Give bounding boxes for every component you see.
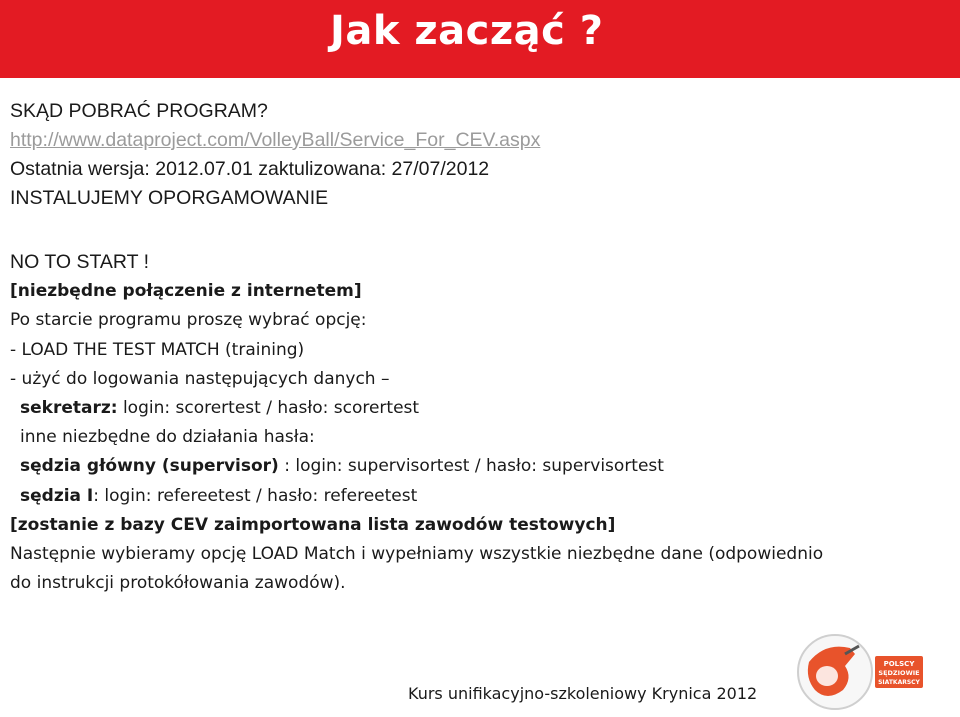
referees-logo — [795, 632, 927, 712]
download-link[interactable]: http://www.dataproject.com/VolleyBall/Service_For_CEV.aspx — [10, 129, 541, 151]
supervisor-credentials — [10, 452, 955, 481]
referee-login: : login: refereetest / hasło: refereetest — [93, 485, 418, 506]
footer-course: Kurs unifikacyjno-szkoleniowy Krynica 2012 — [408, 684, 758, 703]
supervisor-label: sędzia główny (supervisor) — [20, 456, 279, 477]
logo-text-3: SIATKARSCY — [878, 679, 920, 686]
login-data-intro: - użyć do logowania następujących danych – — [10, 368, 390, 389]
other-passwords: inne niezbędne do działania hasła: — [20, 427, 315, 448]
download-info — [10, 97, 540, 213]
referee-credentials — [10, 482, 955, 511]
download-question: SKĄD POBRAĆ PROGRAM? — [10, 100, 268, 122]
choose-option: Po starcie programu proszę wybrać opcję: — [10, 310, 367, 331]
whistle-icon — [795, 632, 927, 712]
title-bar — [0, 0, 960, 78]
logo-text-1: POLSCY — [883, 660, 915, 668]
next-step-line2: do instrukcji protokółowania zawodów). — [10, 573, 346, 594]
version-info: Ostatnia wersja: 2012.07.01 zaktulizowana: 27/07/2012 — [10, 158, 490, 180]
scorer-credentials — [10, 394, 955, 423]
scorer-login: login: scorertest / hasło: scorertest — [117, 398, 420, 419]
referee-label: sędzia I — [20, 485, 94, 506]
install-instruction: INSTALUJEMY OPORGAMOWANIE — [10, 187, 329, 209]
start-heading: NO TO START ! — [10, 251, 150, 273]
slide-title: Jak zacząć ? — [330, 8, 604, 54]
supervisor-login: : login: supervisortest / hasło: supervisortest — [278, 456, 664, 477]
scorer-label: sekretarz: — [20, 398, 118, 419]
instructions — [10, 248, 955, 598]
next-step-line1: Następnie wybieramy opcję LOAD Match i wypełniamy wszystkie niezbędne dane (odpowiednio — [10, 544, 824, 565]
load-test-option: - LOAD THE TEST MATCH (training) — [10, 339, 305, 360]
internet-note: [niezbędne połączenie z internetem] — [10, 281, 362, 302]
import-note: [zostanie z bazy CEV zaimportowana lista zawodów testowych] — [10, 514, 616, 535]
logo-text-2: SĘDZIOWIE — [878, 669, 920, 677]
